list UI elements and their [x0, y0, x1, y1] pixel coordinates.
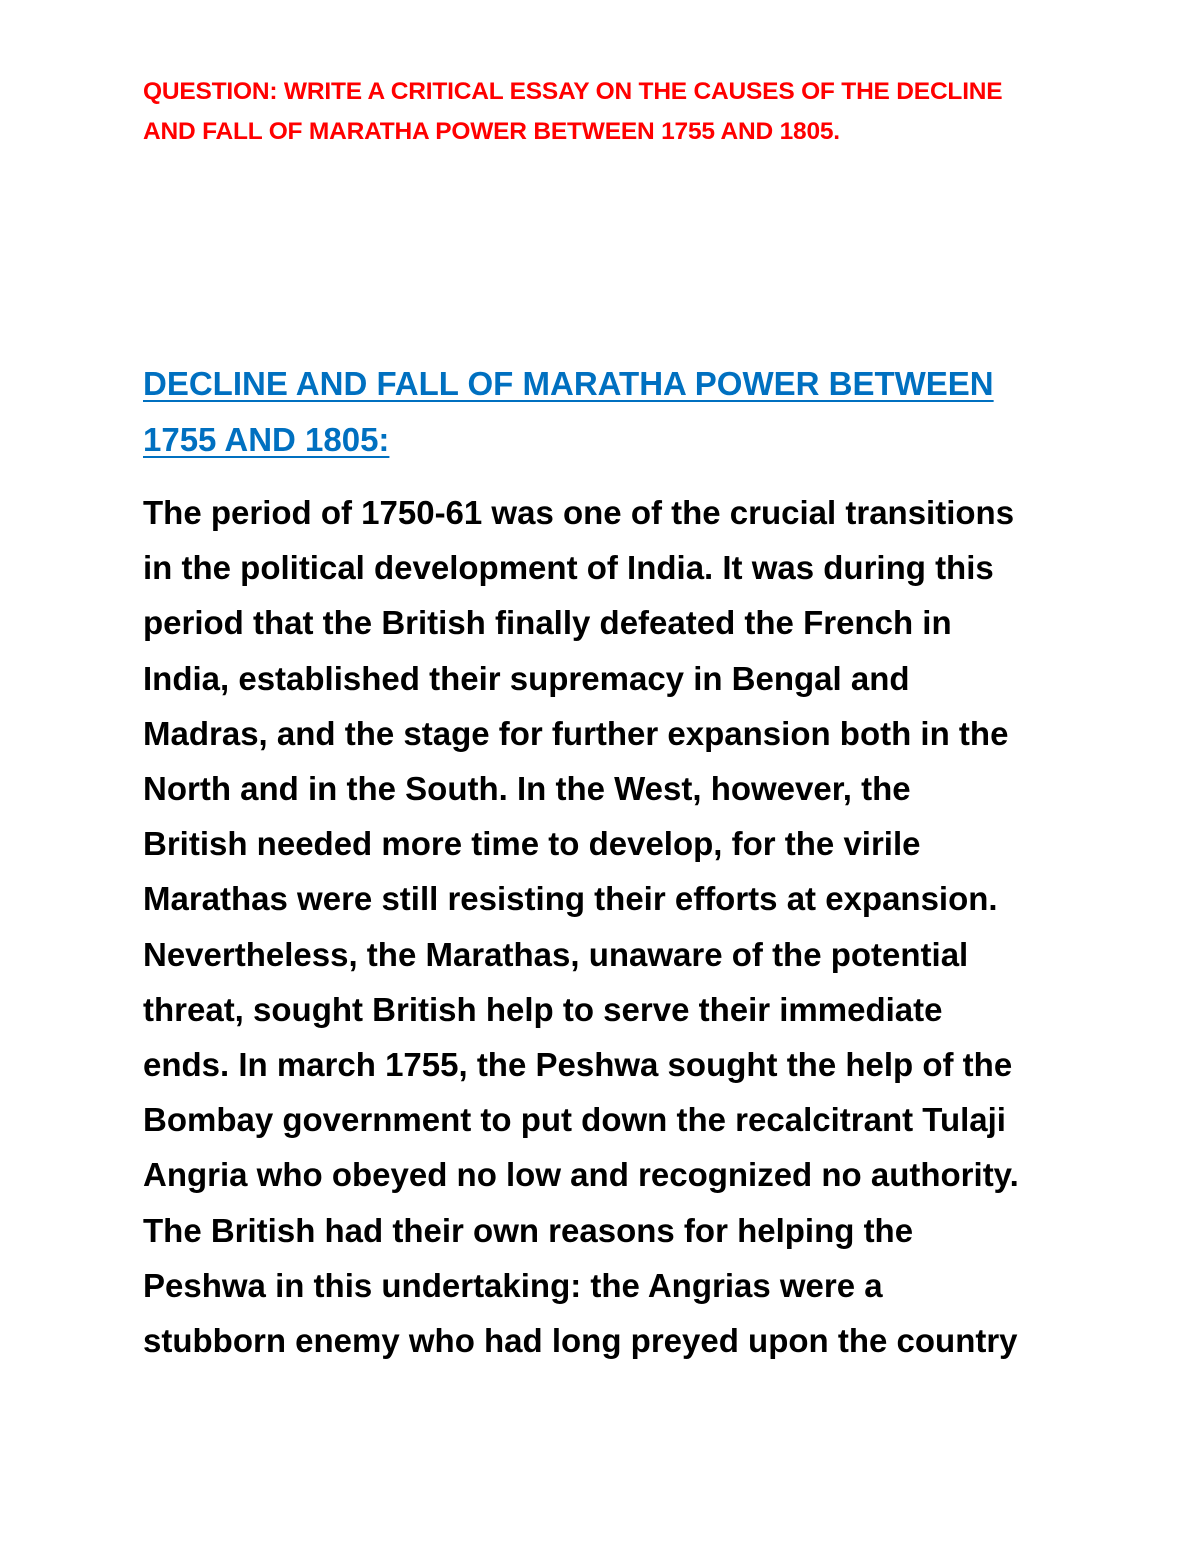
paragraph-line: Angria who obeyed no low and recognized no authority.	[143, 1156, 1019, 1194]
paragraph-line: India, established their supremacy in Bengal and	[143, 659, 910, 697]
paragraph-line: Nevertheless, the Marathas, unaware of the potential	[143, 935, 969, 973]
heading-line-text: DECLINE AND FALL OF MARATHA POWER BETWEEN	[143, 365, 994, 402]
paragraph-line: threat, sought British help to serve their immediate	[143, 990, 943, 1028]
paragraph-line: Madras, and the stage for further expansion both in the	[143, 714, 1009, 752]
heading-line	[143, 412, 1103, 468]
paragraph-line: The British had their own reasons for helping the	[143, 1211, 914, 1249]
heading-line-text: 1755 AND 1805:	[143, 421, 390, 458]
question-text	[143, 72, 1103, 152]
paragraph-line: British needed more time to develop, for the virile	[143, 825, 921, 863]
paragraph-line: ends. In march 1755, the Peshwa sought the help of the	[143, 1046, 1013, 1084]
essay-paragraph	[143, 485, 1103, 1368]
paragraph-line: The period of 1750-61 was one of the crucial transitions	[143, 494, 1015, 531]
question-line: AND FALL OF MARATHA POWER BETWEEN 1755 AND 1805.	[143, 118, 840, 145]
paragraph-line: Marathas were still resisting their efforts at expansion.	[143, 880, 998, 918]
paragraph-line: Bombay government to put down the recalcitrant Tulaji	[143, 1101, 1006, 1139]
paragraph-line: period that the British finally defeated the French in	[143, 604, 952, 642]
paragraph-line: stubborn enemy who had long preyed upon the country	[143, 1322, 1018, 1360]
paragraph-line: Peshwa in this undertaking: the Angrias were a	[143, 1266, 883, 1304]
heading-line	[143, 356, 1103, 412]
paragraph-line: North and in the South. In the West, however, the	[143, 770, 911, 808]
question-line: QUESTION: WRITE A CRITICAL ESSAY ON THE CAUSES OF THE DECLINE	[143, 78, 1003, 105]
paragraph-line: in the political development of India. It was during this	[143, 549, 994, 587]
section-heading	[143, 356, 1103, 468]
